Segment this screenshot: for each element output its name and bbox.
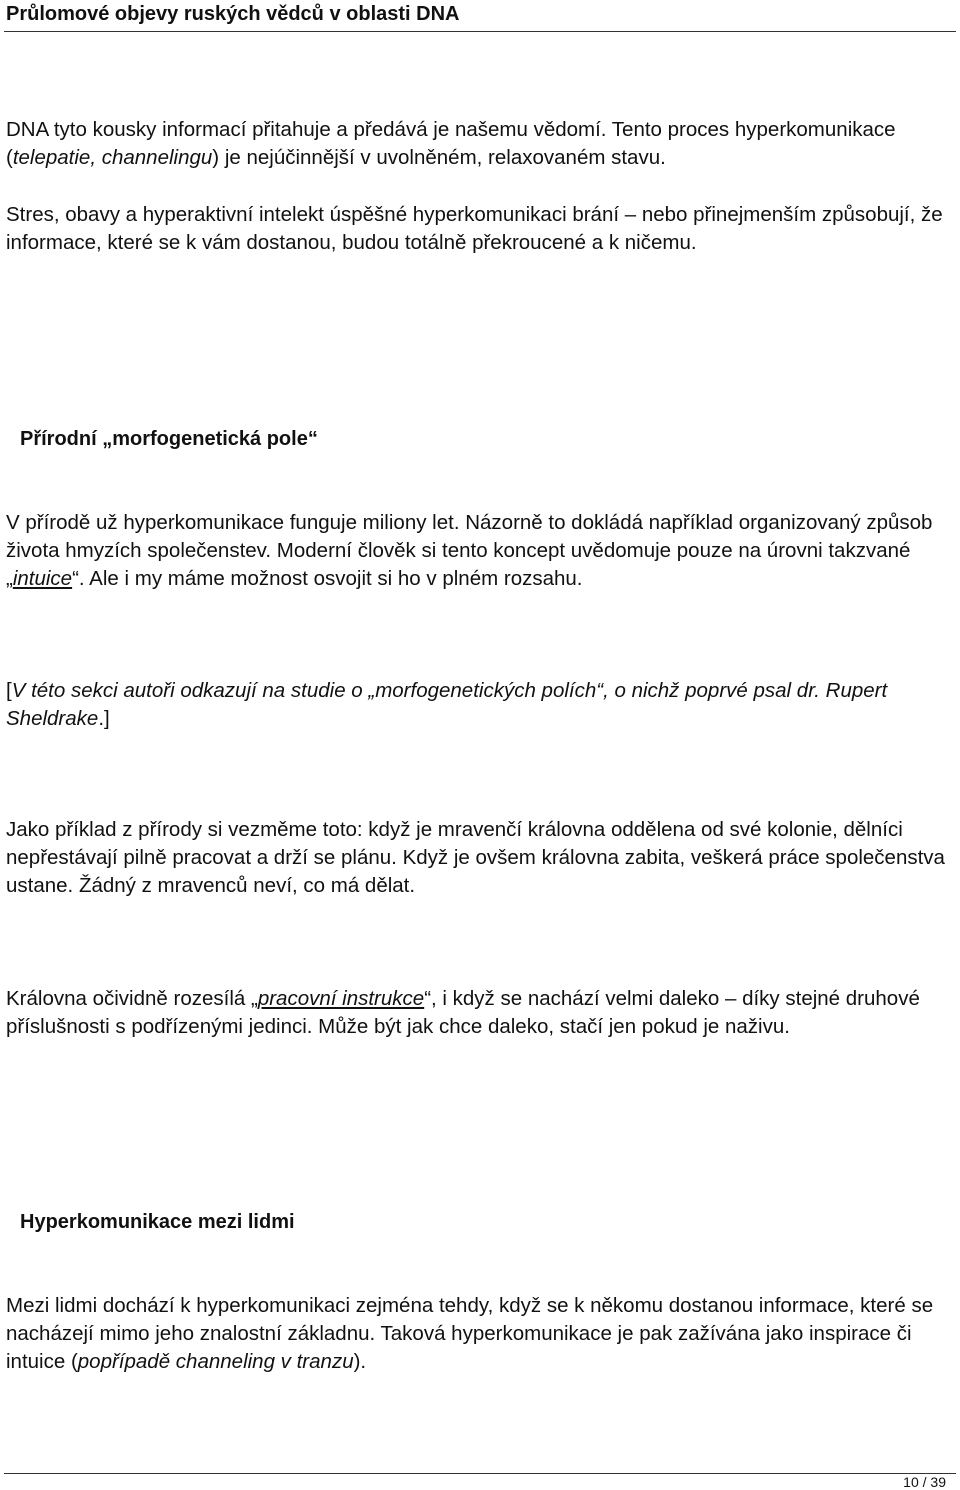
page-number: 10 / 39	[903, 1474, 946, 1490]
paragraph-text: ) je nejúčinnější v uvolněném, relaxovaném stavu.	[212, 146, 666, 169]
paragraph-italic-text: pracovní instrukce	[257, 987, 425, 1010]
paragraph-text: DNA tyto kousky informací přitahuje a předává je našemu vědomí. Tento proces hyperkomunikace (	[6, 118, 896, 169]
section-heading-human-hypercommunication: Hyperkomunikace mezi lidmi	[20, 1211, 295, 1233]
section-heading-morphogenetic-fields: Přírodní „morfogenetická pole“	[20, 428, 318, 450]
paragraph-text: “. Ale i my máme možnost osvojit si ho v plném rozsahu.	[72, 567, 583, 590]
paragraph-text: Královna očividně rozesílá „	[6, 987, 258, 1010]
paragraph-text: V přírodě už hyperkomunikace funguje miliony let. Názorně to dokládá například organizovaný způsob života hmyzích společenstev. Moderní člověk si tento koncept uvědomuje pouze na úrovni takzvané „	[6, 511, 933, 590]
paragraph-italic-text: popřípadě channeling v tranzu	[77, 1350, 354, 1373]
paragraph-text: ).	[353, 1350, 367, 1373]
paragraph-queen-instructions	[6, 985, 954, 1041]
paragraph-sheldrake-note	[6, 677, 954, 733]
paragraph-text: .]	[98, 707, 110, 730]
paragraph-human-hypercommunication	[6, 1292, 954, 1376]
paragraph-stress: Stres, obavy a hyperaktivní intelekt úspěšné hyperkomunikaci brání – nebo přinejmenším způsobují, že informace, které se k vám dostanou, budou totálně překroucené a k ničemu.	[6, 203, 943, 254]
paragraph-italic-text: V této sekci autoři odkazují na studie o „morfogenetických polích“, o nichž poprvé psal dr. Rupert Sheldrake	[6, 679, 888, 730]
paragraph-italic-text: telepatie, channelingu	[12, 146, 213, 169]
paragraph-text: [	[6, 679, 12, 702]
document-title: Průlomové objevy ruských vědců v oblasti DNA	[6, 3, 460, 25]
paragraph-nature-hypercommunication	[6, 509, 954, 593]
paragraph-text: Mezi lidmi dochází k hyperkomunikaci zejména tehdy, když se k někomu dostanou informace, které se nacházejí mimo jeho znalostní základnu. Taková hyperkomunikace je pak zažívána jako inspirace či intuice (	[6, 1294, 934, 1373]
paragraph-text: “, i když se nachází velmi daleko – díky stejné druhové příslušnosti s podřízenými jedinci. Může být jak chce daleko, stačí jen pokud je naživu.	[6, 987, 920, 1038]
paragraph-hyperkommunication-intro	[6, 116, 954, 172]
paragraph-italic-text: intuice	[12, 567, 73, 590]
header-divider	[4, 31, 956, 32]
footer-divider	[4, 1473, 956, 1474]
paragraph-ant-queen-example: Jako příklad z přírody si vezměme toto: když je mravenčí královna oddělena od své kolonie, dělníci nepřestávají pilně pracovat a drží se plánu. Když je ovšem královna zabita, veškerá práce společenstva ustane. Žádný z mravenců neví, co má dělat.	[6, 818, 945, 897]
